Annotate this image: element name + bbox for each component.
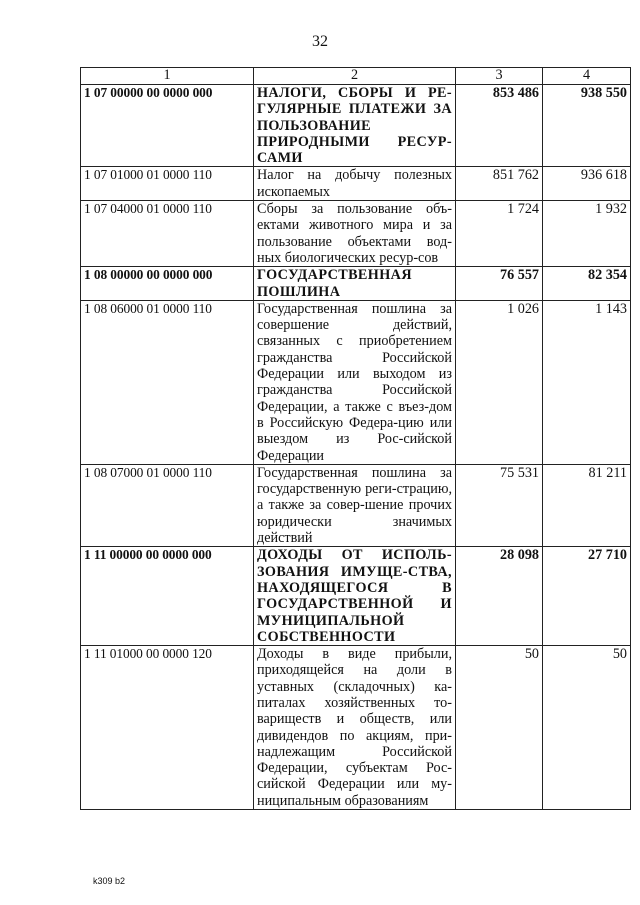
column-header-3: 3 — [456, 68, 543, 85]
amount-col3: 853 486 — [456, 85, 543, 167]
footer-code: k309 b2 — [93, 876, 126, 886]
revenue-name: Доходы в виде прибыли, приходящейся на доли в уставных (складочных) ка-питалах хозяйственных то-вариществ и обществ, или дивидендов по акциям, при-надлежащим Российской Федерации, субъектам Рос-сийской Федерации или му-ниципальным образованиям — [254, 646, 456, 810]
amount-col4: 81 211 — [543, 464, 631, 546]
revenue-name: Налог на добычу полезных ископаемых — [254, 167, 456, 201]
amount-col4: 936 618 — [543, 167, 631, 201]
revenue-name: Сборы за пользование объ-ектами животного мира и за пользование объектами вод-ных биологических ресур-сов — [254, 201, 456, 267]
budget-code: 1 11 01000 00 0000 120 — [81, 646, 254, 810]
column-header-1: 1 — [81, 68, 254, 85]
table-row — [81, 300, 631, 464]
revenue-name: ДОХОДЫ ОТ ИСПОЛЬ-ЗОВАНИЯ ИМУЩЕ-СТВА, НАХОДЯЩЕГОСЯ В ГОСУДАРСТВЕННОЙ И МУНИЦИПАЛЬНОЙ СОБСТВЕННОСТИ — [254, 547, 456, 646]
amount-col3: 28 098 — [456, 547, 543, 646]
table-row — [81, 464, 631, 546]
amount-col3: 851 762 — [456, 167, 543, 201]
amount-col4: 1 143 — [543, 300, 631, 464]
table-row — [81, 201, 631, 267]
table-row — [81, 547, 631, 646]
column-header-4: 4 — [543, 68, 631, 85]
amount-col3: 1 724 — [456, 201, 543, 267]
amount-col4: 1 932 — [543, 201, 631, 267]
amount-col4: 938 550 — [543, 85, 631, 167]
table-row — [81, 167, 631, 201]
amount-col3: 75 531 — [456, 464, 543, 546]
revenue-name: Государственная пошлина за государственную реги-страцию, а также за совер-шение прочих юридически значимых действий — [254, 464, 456, 546]
budget-code: 1 07 01000 01 0000 110 — [81, 167, 254, 201]
budget-code: 1 07 00000 00 0000 000 — [81, 85, 254, 167]
table-header-row — [81, 68, 631, 85]
column-header-2: 2 — [254, 68, 456, 85]
budget-code: 1 08 00000 00 0000 000 — [81, 267, 254, 301]
amount-col3: 50 — [456, 646, 543, 810]
revenue-name: Государственная пошлина за совершение действий, связанных с приобретением гражданства Российской Федерации или выходом из гражданства Российской Федерации, а также с въез-дом в Российскую Федера-цию или выездом из Рос-сийской Федерации — [254, 300, 456, 464]
budget-table — [80, 67, 631, 810]
table-row — [81, 646, 631, 810]
amount-col3: 1 026 — [456, 300, 543, 464]
table-row — [81, 85, 631, 167]
amount-col3: 76 557 — [456, 267, 543, 301]
table-row — [81, 267, 631, 301]
amount-col4: 27 710 — [543, 547, 631, 646]
budget-code: 1 11 00000 00 0000 000 — [81, 547, 254, 646]
revenue-name: ГОСУДАРСТВЕННАЯ ПОШЛИНА — [254, 267, 456, 301]
revenue-name: НАЛОГИ, СБОРЫ И РЕ-ГУЛЯРНЫЕ ПЛАТЕЖИ ЗА ПОЛЬЗОВАНИЕ ПРИРОДНЫМИ РЕСУР-САМИ — [254, 85, 456, 167]
budget-code: 1 07 04000 01 0000 110 — [81, 201, 254, 267]
budget-code: 1 08 07000 01 0000 110 — [81, 464, 254, 546]
amount-col4: 82 354 — [543, 267, 631, 301]
page-number: 32 — [312, 33, 328, 50]
budget-code: 1 08 06000 01 0000 110 — [81, 300, 254, 464]
amount-col4: 50 — [543, 646, 631, 810]
